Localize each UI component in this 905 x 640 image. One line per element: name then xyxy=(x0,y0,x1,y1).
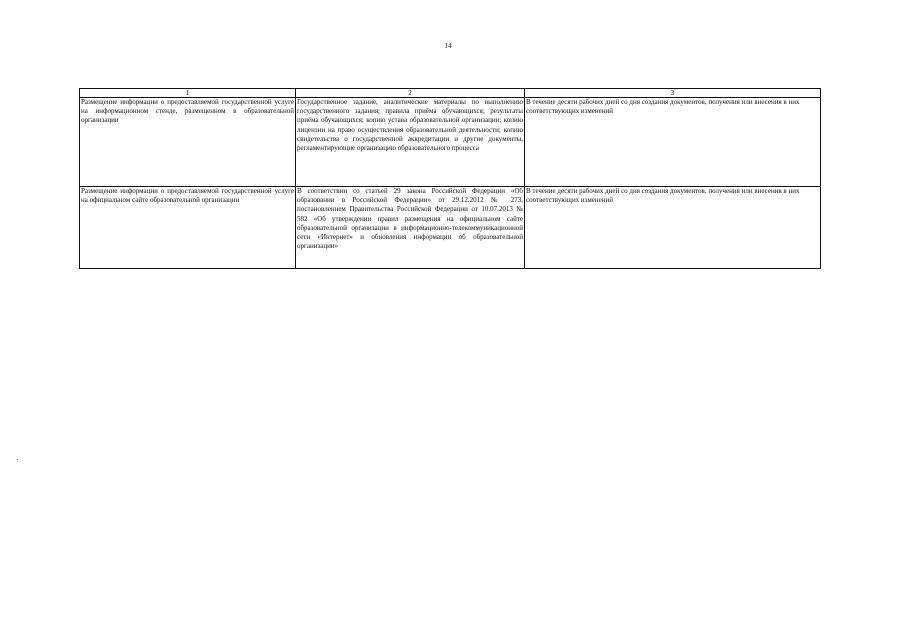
column-header-2: 2 xyxy=(296,89,525,98)
column-header-3: 3 xyxy=(525,89,821,98)
info-table xyxy=(79,88,821,269)
table-cell-frequency: В течение десяти рабочих дней со дня создания документов, получения или внесения в них соответствующих изменений xyxy=(525,98,821,187)
table-header-row xyxy=(80,89,821,98)
scan-speck xyxy=(17,459,18,460)
table-cell-method: Размещение информации о предоставляемой государственной услуге на официальном сайте образовательной организации xyxy=(80,187,296,269)
table-row xyxy=(80,98,821,187)
page-number: 14 xyxy=(444,42,452,50)
column-header-1: 1 xyxy=(80,89,296,98)
table-row xyxy=(80,187,821,269)
table-cell-content: Государственное задание, аналитические материалы по выполнению государственного задания; правила приёма обучающихся; результаты приёма обучающихся; копию устава образовательной организации; копию лицензии на право осуществления образовательной деятельности; копию свидетельства о государственной аккредитации и другие документы, регламентирующие организацию образовательного процесса xyxy=(296,98,525,187)
table-cell-method: Размещение информации о предоставляемой государственной услуге на информационном стенде, размещенном в образовательной организации xyxy=(80,98,296,187)
table-cell-content: В соответствии со статьей 29 закона Российской Федерации «Об образовании в Российской Федерации» от 29.12.2012 № 273, постановлением Правительства Российской Федерации от 10.07.2013 № 582 «Об утверждении правил размещения на официальном сайте образовательной организации в информационно-телекоммуникационной сети «Интернет» и обновления информации об образовательной организации» xyxy=(296,187,525,269)
table-cell-frequency: В течение десяти рабочих дней со дня создания документов, получения или внесения в них соответствующих изменений xyxy=(525,187,821,269)
